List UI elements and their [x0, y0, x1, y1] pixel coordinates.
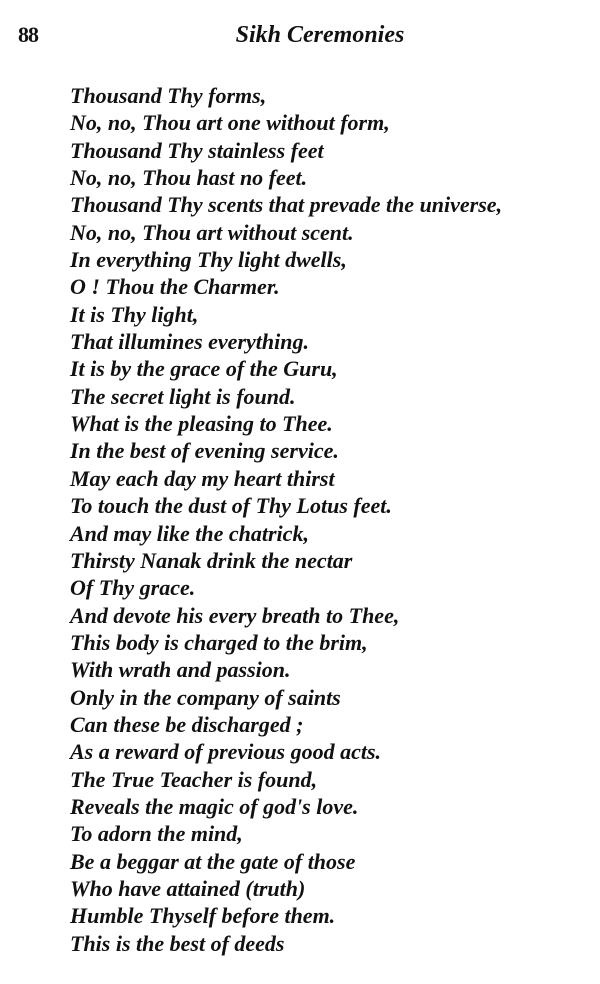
verse-line: O ! Thou the Charmer. — [70, 274, 280, 300]
verse-line: No, no, Thou hast no feet. — [70, 165, 308, 191]
verse-line: The True Teacher is found, — [70, 766, 318, 792]
verse-line: No, no, Thou art one without form, — [70, 110, 390, 136]
verse-line: Reveals the magic of god's love. — [70, 793, 359, 819]
page-number: 88 — [18, 22, 38, 47]
verse-line: It is Thy light, — [70, 301, 199, 327]
verse-line: This is the best of deeds — [70, 930, 285, 956]
verse-line: Humble Thyself before them. — [70, 903, 336, 929]
verse-line: That illumines everything. — [70, 329, 309, 355]
running-head-title: Sikh Ceremonies — [235, 22, 405, 48]
verse-line: In everything Thy light dwells, — [70, 247, 347, 273]
verse-line: Thousand Thy stainless feet — [70, 137, 324, 163]
verse-line: As a reward of previous good acts. — [70, 739, 382, 765]
verse-line: No, no, Thou art without scent. — [70, 219, 354, 245]
verse-line: The secret light is found. — [70, 383, 296, 409]
verse-line: To touch the dust of Thy Lotus feet. — [70, 493, 392, 519]
verse-line: And devote his every breath to Thee, — [70, 602, 400, 628]
verse-line: To adorn the mind, — [70, 821, 243, 847]
verse-line: Of Thy grace. — [70, 575, 196, 601]
verse-line: Thirsty Nanak drink the nectar — [70, 547, 353, 573]
verse-body — [70, 82, 502, 957]
verse-line: Thousand Thy scents that prevade the universe, — [70, 192, 503, 218]
verse-line: May each day my heart thirst — [70, 465, 335, 491]
verse-line: What is the pleasing to Thee. — [70, 411, 333, 437]
verse-line: In the best of evening service. — [70, 438, 339, 464]
verse-line: Can these be discharged ; — [70, 711, 304, 737]
verse-line: And may like the chatrick, — [70, 520, 309, 546]
verse-line: Thousand Thy forms, — [70, 83, 267, 108]
verse-line: Who have attained (truth) — [70, 875, 306, 901]
verse-line: Be a beggar at the gate of those — [70, 848, 356, 874]
verse-line: With wrath and passion. — [70, 657, 291, 683]
verse-line: Only in the company of saints — [70, 684, 341, 710]
verse-line: This body is charged to the brim, — [70, 629, 368, 655]
verse-line: It is by the grace of the Guru, — [70, 356, 338, 382]
